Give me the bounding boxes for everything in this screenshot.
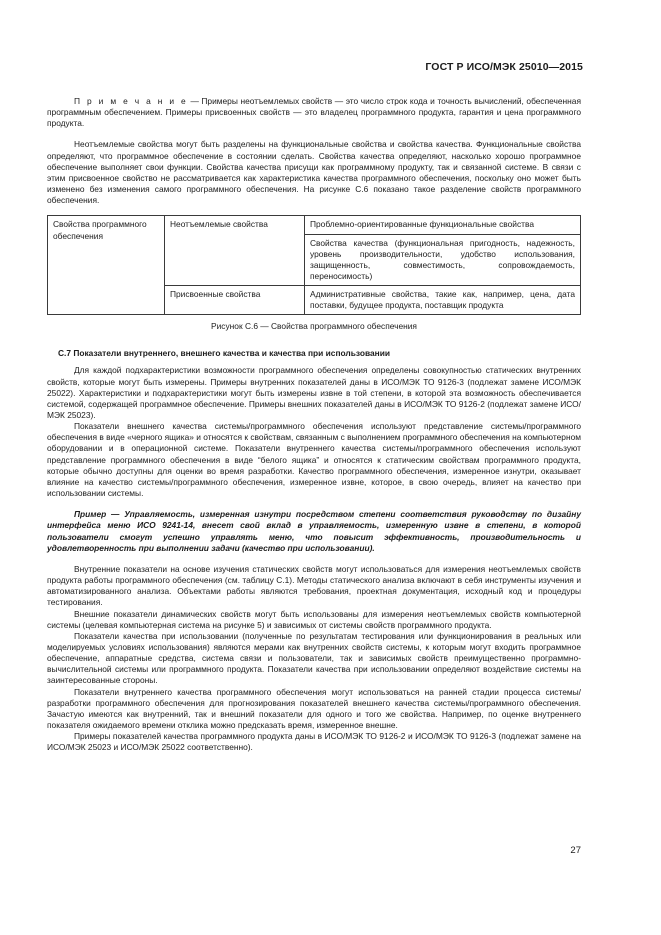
note-text: — Примеры неотъемлемых свойств — это число строк кода и точность вычислений, обеспеченная программным обеспечением. Примеры присвоенных свойств — это владелец программного продукта, гарантия и цена программного продукта. bbox=[47, 96, 582, 129]
section-heading: С.7 Показатели внутреннего, внешнего качества и качества при использовании bbox=[58, 348, 391, 359]
quality-properties-cell: Свойства качества (функциональная пригодность, надежность, уровень производительности, удобство использования, защищенность, совместимость, сопровождаемость, переносимость) bbox=[305, 234, 581, 285]
intro-paragraph: Неотъемлемые свойства могут быть разделены на функциональные свойства и свойства качества. Функциональные свойства определяют, что программное обеспечение в состоянии сделать. Свойства качества определяют, насколько хорошо программное обеспечение выполняет свои функции. Свойства качества присущи как программному продукту, так и связанной системе. В связи с этим присвоенное свойство не рассматривается как характеристика качества программного обеспечения, поскольку оно может быть изменено без изменения самого программного обеспечения. На рисунке С.6 показано такое разделение свойств программного обеспечения. bbox=[47, 139, 581, 206]
properties-figure-table bbox=[47, 215, 581, 315]
standard-header: ГОСТ Р ИСО/МЭК 25010—2015 bbox=[425, 61, 583, 73]
figure-caption: Рисунок С.6 — Свойства программного обеспечения bbox=[211, 321, 417, 332]
section-paragraph-4: Внешние показатели динамических свойств могут быть использованы для измерения неотъемлемых свойств компьютерной системы (целевая компьютерная система на рисунке 5) и зависимых от системы свойств программного продукта. bbox=[47, 608, 581, 630]
page-content bbox=[47, 96, 581, 754]
note-label: П р и м е ч а н и е bbox=[74, 96, 188, 106]
section-paragraph-7: Примеры показателей качества программного продукта даны в ИСО/МЭК ТО 9126-2 и ИСО/МЭК ТО 9126-3 (подлежат замене на ИСО/МЭК 25023 и ИСО/МЭК 25022 соответственно). bbox=[47, 731, 581, 753]
section-paragraph-5: Показатели качества при использовании (полученные по результатам тестирования или функционирования в реальных или моделируемых условиях использования) являются мерами как внутренних свойств системы, к которым могут входить программное обеспечение, аппаратные средства, система связи и пользователи, так и зависимых свойств преимущественно программно-вычислительной системы или программного продукта. Показатели качества при использовании определяют воздействие системы на заинтересованные стороны. bbox=[47, 630, 581, 686]
section-paragraph-2: Показатели внешнего качества системы/программного обеспечения используют представление системы/программного обеспечения в виде «черного ящика» и относятся к свойствам, связанным с выполнением программного обеспечения на компьютерном оборудовании и в операционной системе. Показатели внутреннего качества системы/программного обеспечения используют представление программного обеспечения в виде “белого ящика” и относятся к статическим свойствам программного продукта, которые обычно доступны для оценки во время разработки. Качество программного обеспечения, измеренное изнутри, оказывает влияние на качество системы/программного обеспечения, измеренное извне, которое, в свою очередь, влияет на качество при использовании системы. bbox=[47, 421, 581, 499]
functional-properties-cell: Проблемно-ориентированные функциональные свойства bbox=[305, 216, 581, 234]
inherent-properties-cell: Неотъемлемые свойства bbox=[165, 216, 305, 285]
section-paragraph-1: Для каждой подхарактеристики возможности программного обеспечения определены совокупностью статических внутренних свойств, которые могут быть измерены. Примеры внутренних показателей даны в ИСО/МЭК ТО 9126-3 (подлежат замене ИСО/МЭК 25022). Характеристики и подхарактеристики могут быть измерены извне в той степени, в которой эта возможность обеспечивается системой, содержащей программное обеспечение. Примеры внешних показателей даны в ИСО/МЭК ТО 9126-2 (подлежат замене ИСО/МЭК 25023). bbox=[47, 365, 581, 420]
software-properties-cell: Свойства программного обеспечения bbox=[48, 216, 165, 315]
section-paragraph-3: Внутренние показатели на основе изучения статических свойств могут использоваться для измерения неотъемлемых свойств продукта работы программного обеспечения (см. таблицу С.1). Методы статического анализа включают в себя инструменты изучения и автоматизированного анализа. Объектами работы являются требования, проектная документация, исходный код и процедуры тестирования. bbox=[47, 563, 581, 608]
example-paragraph: Пример — Управляемость, измеренная изнутри посредством степени соответствия руководству по дизайну интерфейса меню ИСО 9241-14, внесет свой вклад в управляемость, измеренную извне в степени, в которой пользователи смогут успешно управлять меню, что повысит эффективность, производительность и удовлетворенность при выполнении задачи (качество при использовании). bbox=[47, 509, 581, 553]
note-paragraph bbox=[47, 96, 581, 129]
page-number: 27 bbox=[570, 845, 581, 856]
section-paragraph-6: Показатели внутреннего качества программного обеспечения могут использоваться на ранней стадии процесса системы/разработки программного обеспечения для прогнозирования показателей внешнего качества системы/программного обеспечения. Зачастую имеются как внутренний, так и внешний показатели для одного и того же свойства. Например, по оценке внутреннего показателя ожидаемого времени отклика можно предсказать время, измеренное внешне. bbox=[47, 686, 581, 731]
administrative-properties-cell: Административные свойства, такие как, например, цена, дата поставки, будущее продукта, поставщик продукта bbox=[305, 285, 581, 314]
assigned-properties-cell: Присвоенные свойства bbox=[165, 285, 305, 314]
